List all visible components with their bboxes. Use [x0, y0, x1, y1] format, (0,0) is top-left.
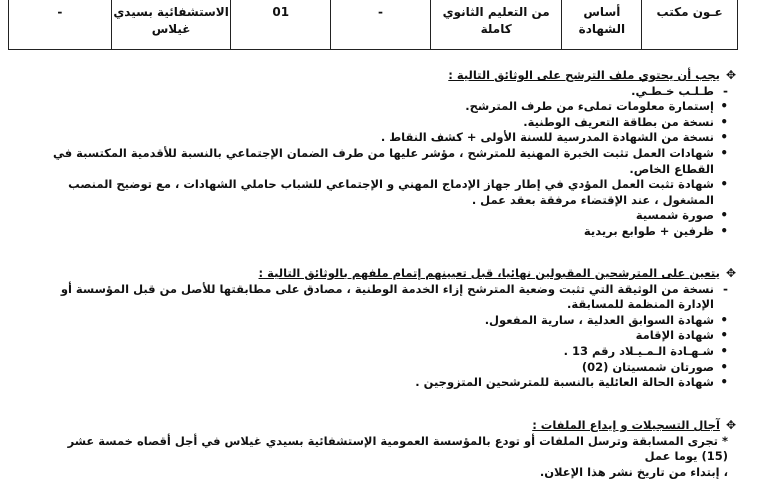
list-item: • شهادة السوابق العدلية ، سارية المفعول. — [46, 313, 722, 329]
deadline-text-line-1: * تجرى المسابقة وترسل الملفات أو تودع بالمؤسسة العمومية الإستشفائية بسيدي غيلاس في أجل أقصاه خمسة عشر (15) يوما عمل — [67, 433, 728, 464]
final-documents-section — [46, 266, 736, 391]
cell-qualification: من التعليم الثانوي كاملة — [430, 0, 562, 49]
list-item: • شهادات العمل تثبت الخبرة المهنية للمترشح ، مؤشر عليها من طرف الضمان الإجتماعي بالنسبة للأقدمية المكتسبة في القطاع الخاص. — [46, 146, 722, 177]
list-item: • ظرفين + طوابع بريدية — [46, 224, 722, 240]
section-heading — [46, 266, 736, 282]
list-item: - نسخة من الوثيقة التي تثبت وضعية المترشح إزاء الخدمة الوطنية ، مصادق على مطابقتها للأصل من قبل المؤسسة أو الإدارة المنظمة للمسابقة. — [46, 282, 722, 313]
cell-basis: أساس الشهادة — [561, 0, 641, 49]
list-item: • شهادة الإقامة — [46, 328, 722, 344]
section-heading — [46, 68, 736, 84]
star-bullet-icon: ✥ — [725, 418, 736, 432]
document-list — [46, 84, 736, 240]
required-documents-section — [46, 68, 736, 240]
cell-dash-2: - — [57, 5, 63, 19]
list-item: - طـلـب خـطـي. — [46, 84, 722, 100]
list-item: • شهادة تثبت العمل المؤدي في إطار جهاز الإدماج المهني و الإجتماعي للشباب حاملي الشهادات ، مع توضيح المنصب المشغول ، عند الإقتضاء مرفقة بعقد عمل . — [46, 177, 722, 208]
cell-dash-1: - — [330, 0, 430, 49]
cell-count: 01 — [230, 0, 330, 49]
document-list — [46, 282, 736, 391]
list-item: • إستمارة معلومات تملىء من طرف المترشح. — [46, 99, 722, 115]
cell-institution: الاستشفائية بسيدي غيلاس — [111, 0, 231, 49]
list-item: • شهادة الحالة العائلية بالنسبة للمترشحين المتزوجين . — [46, 375, 722, 391]
positions-table-row — [8, 0, 738, 50]
section-title: يتعين على المترشحين المقبولين نهائيا، قبل تعيينهم إتمام ملفهم بالوثائق التالية : — [258, 266, 720, 280]
section-heading — [46, 418, 736, 434]
list-item: • صورتان شمسيتان (02) — [46, 360, 722, 376]
list-item: • صورة شمسية — [46, 208, 722, 224]
list-item: • نسخة من بطاقة التعريف الوطنية. — [46, 115, 722, 131]
deadlines-section — [46, 418, 736, 480]
star-bullet-icon: ✥ — [725, 68, 736, 82]
cell-post: عـون مكتب — [641, 0, 737, 49]
list-item: • نسخة من الشهادة المدرسية للسنة الأولى + كشف النقاط . — [46, 130, 722, 146]
deadline-text-line-2: ، إبتداء من تاريخ نشر هذا الإعلان. — [539, 464, 728, 479]
section-title: آجال التسجيلات و إيداع الملفات : — [532, 418, 720, 432]
section-title: يجب أن يحتوي ملف الترشح على الوثائق التالية : — [448, 68, 720, 82]
list-item: • شـهـادة الـمـيـلاد رقم 13 . — [46, 344, 722, 360]
star-bullet-icon: ✥ — [725, 266, 736, 280]
